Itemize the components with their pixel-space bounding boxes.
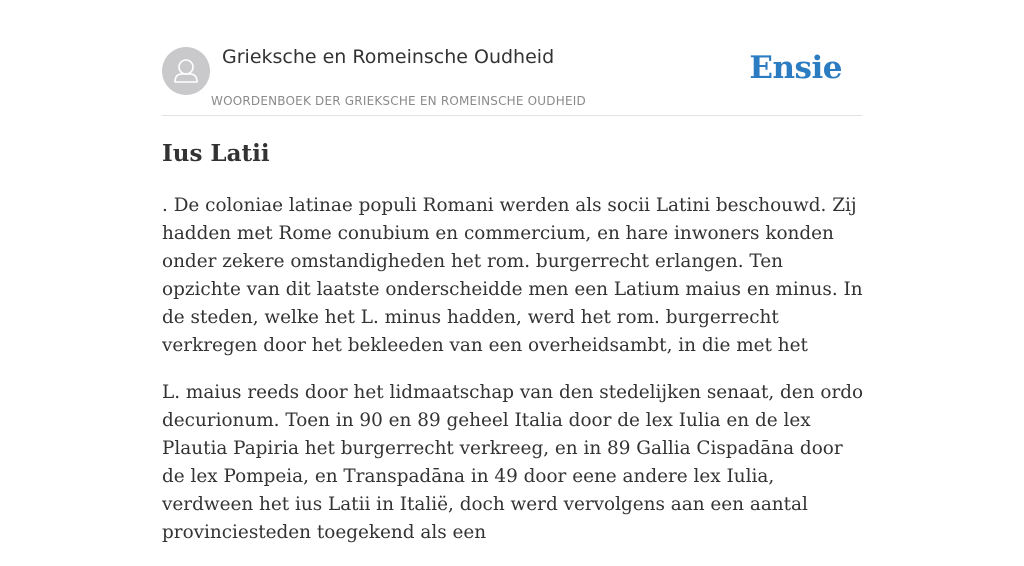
header-divider xyxy=(162,115,862,116)
source-subtitle-link[interactable]: WOORDENBOEK DER GRIEKSCHE EN ROMEINSCHE OUDHEID xyxy=(211,94,586,108)
article-body xyxy=(162,192,867,566)
source-header xyxy=(162,46,862,116)
ensie-logo[interactable]: Ensie xyxy=(749,50,842,86)
article-paragraph: . De coloniae latinae populi Romani werden als socii Latini beschouwd. Zij hadden met Rome conubium en commercium, en hare inwoners konden onder zekere omstandigheden het rom. burgerrecht erlangen. Ten opzichte van dit laatste onderscheidde men een Latium maius en minus. In de steden, welke het L. minus hadden, werd het rom. burgerrecht verkregen door het bekleeden van een overheidsambt, in die met het xyxy=(162,195,863,356)
article-title: Ius Latii xyxy=(162,140,270,167)
article-paragraph: L. maius reeds door het lidmaatschap van den stedelijken senaat, den ordo decurionum. Toen in 90 en 89 geheel Italia door de lex Iulia en de lex Plautia Papiria het burgerrecht verkreeg, en in 89 Gallia Cispadāna door de lex Pompeia, en Transpadāna in 49 door eene andere lex Iulia, verdween het ius Latii in Italië, doch werd vervolgens aan een aantal provinciesteden toegekend als een xyxy=(162,382,864,543)
user-icon xyxy=(162,47,210,95)
source-avatar[interactable] xyxy=(162,47,210,95)
source-title-link[interactable]: Grieksche en Romeinsche Oudheid xyxy=(222,46,555,68)
